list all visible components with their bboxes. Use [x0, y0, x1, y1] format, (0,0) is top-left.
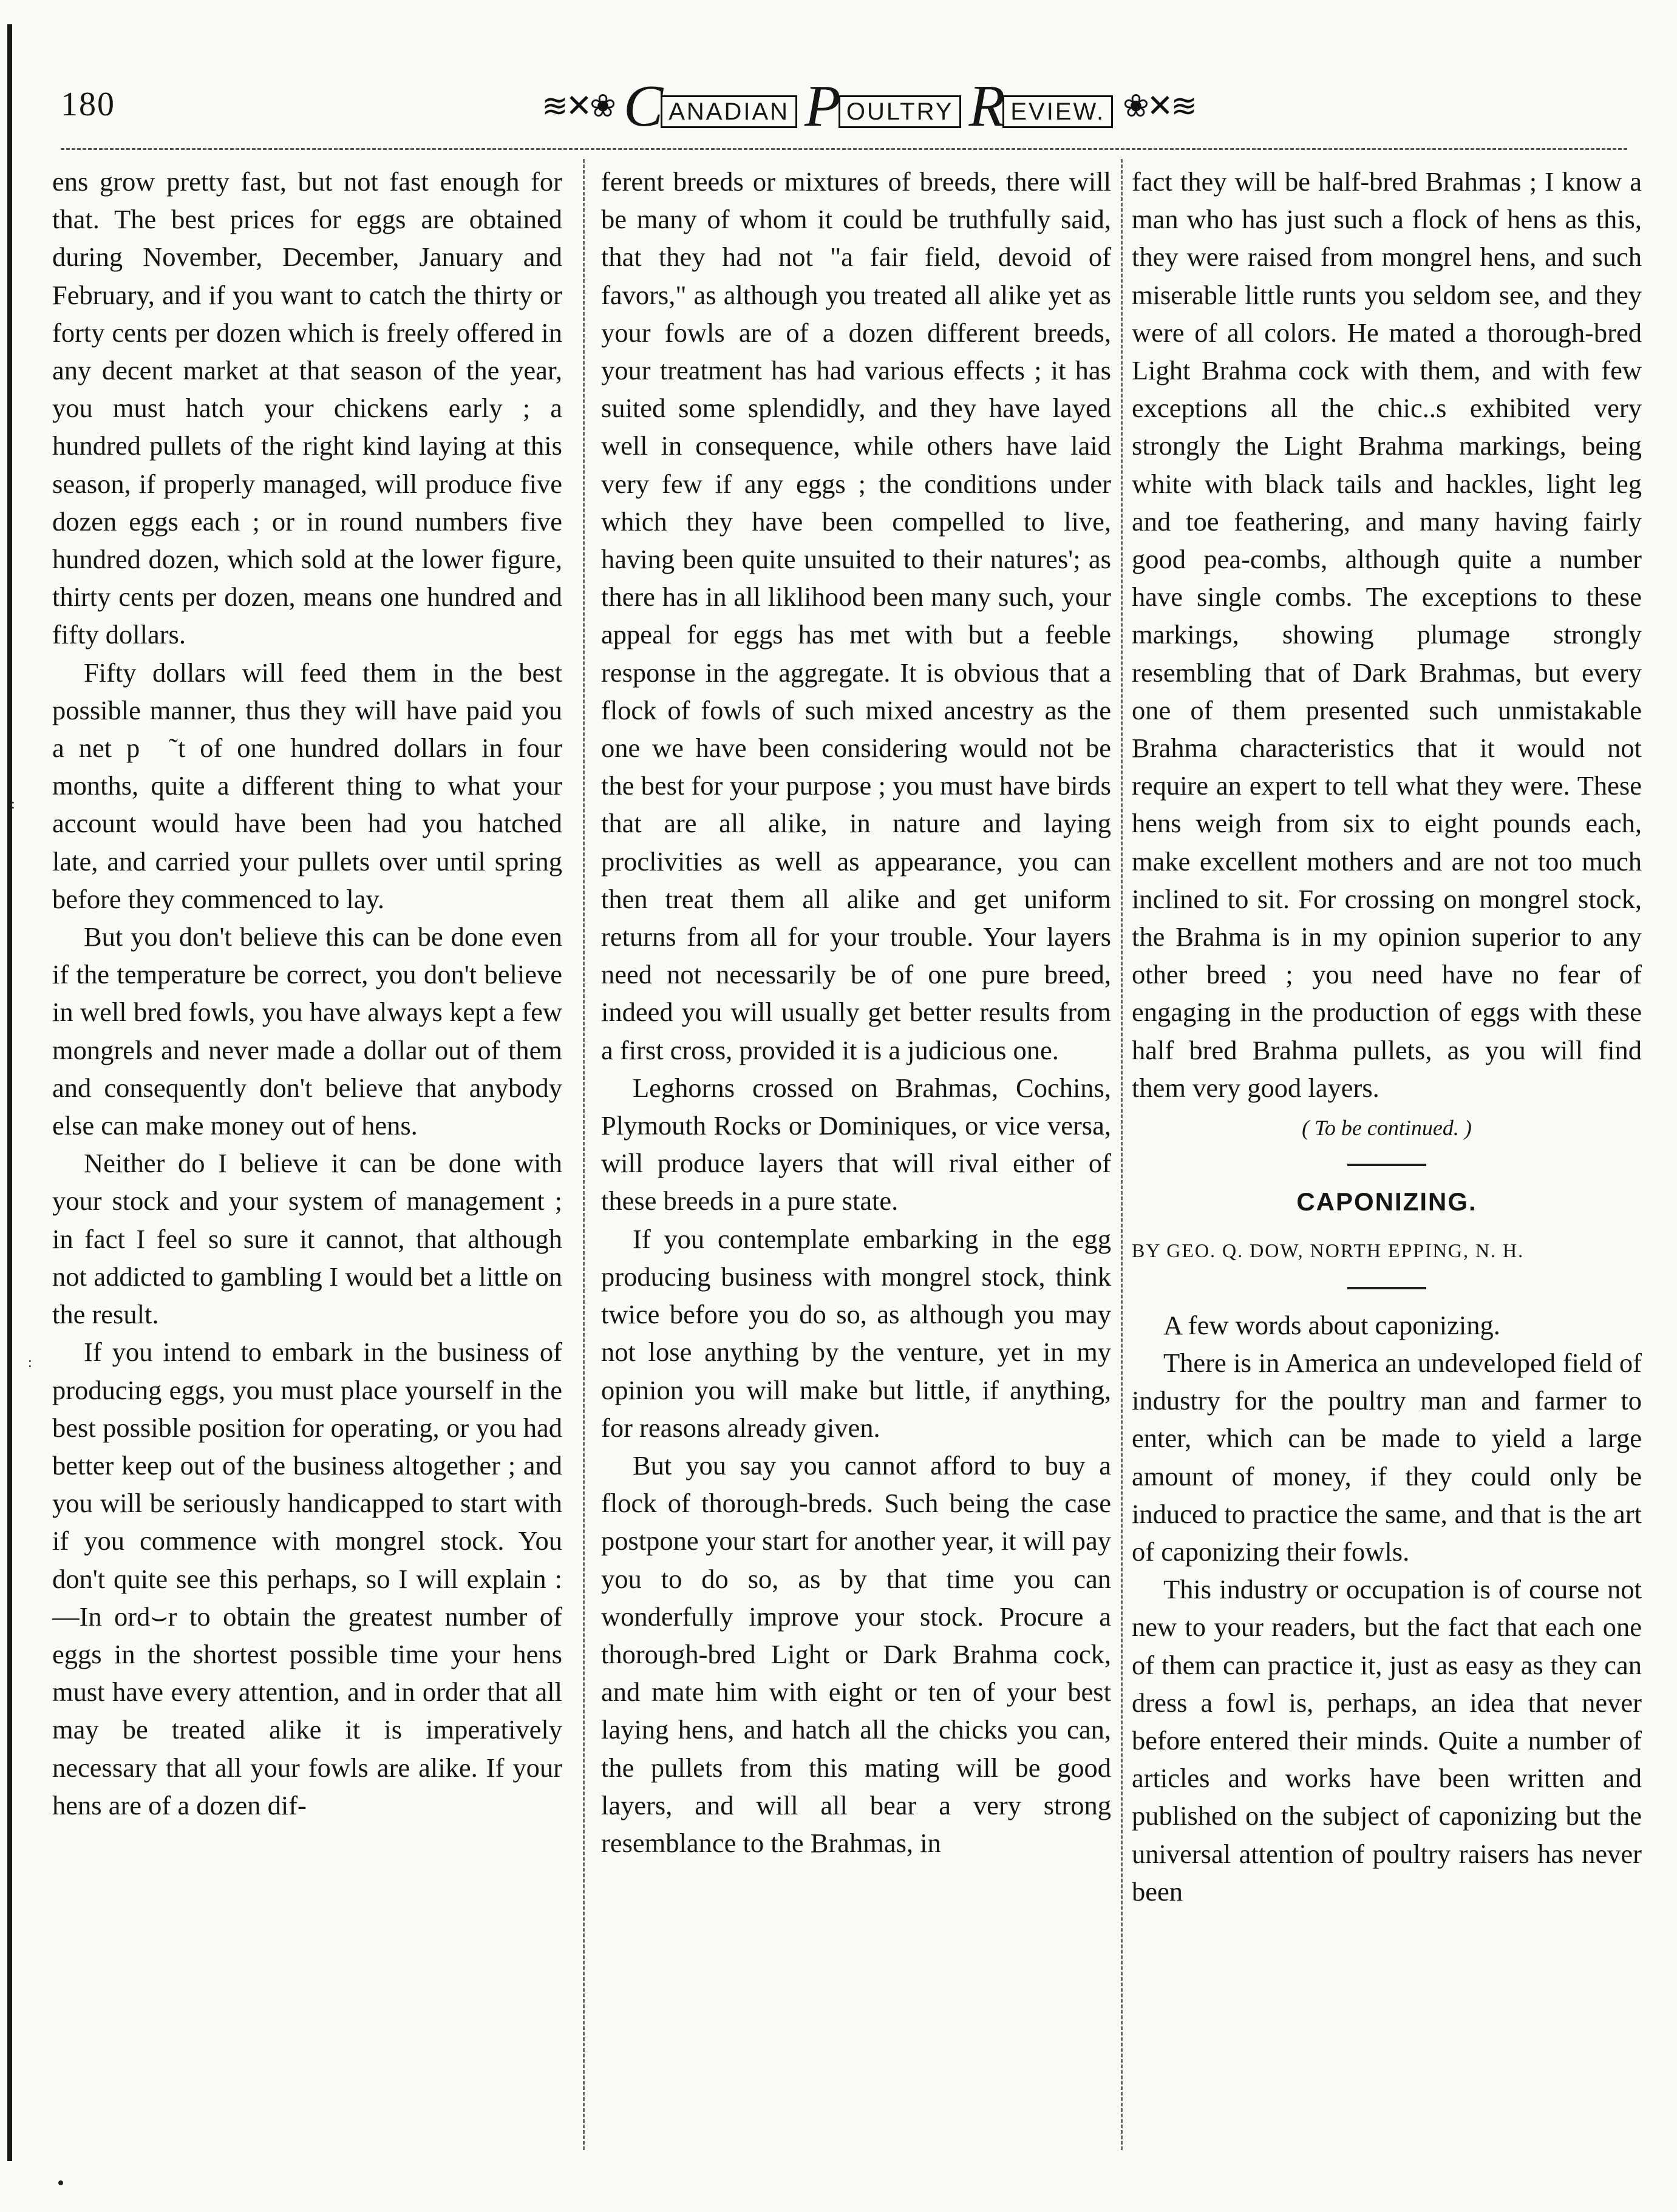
- continued-note: ( To be continued. ): [1302, 1116, 1472, 1141]
- article-byline: BY GEO. Q. DOW, NORTH EPPING, N. H.: [1132, 1240, 1525, 1262]
- paragraph: fact they will be half-bred Brahmas ; I know a man who has just such a flock of hens as this, they were raised from mongrel hens, and such miserable little runts you seldom see, and they were of all colors. He mated a thorough-bred Light Brahma cock with them, and with few exceptions all the chic..s exhibited very strongly the Light Brahma markings, being white with black tails and hackles, light leg and toe feathering, and many having fairly good pea-combs, although quite a number have single combs. The exceptions to these markings, showing plumage strongly resembling that of Dark Brahmas, but every one of them presented such unmistakable Brahma characteristics that it would not require an expert to tell what they were. These hens weigh from six to eight pounds each, make excellent mothers and are not too much inclined to sit. For crossing on mongrel stock, the Brahma is in my opinion superior to any other breed ; you need have no fear of engaging in the production of eggs with these half bred Brahma pullets, as you will find them very good layers.: [1132, 166, 1642, 1103]
- paragraph: If you intend to embark in the business of producing eggs, you must place yourself in the best possible position for operating, or you had better keep out of the business altogether ; and you will be seriously handicapped to start with if you commence with mongrel stock. You don't quite see this perhaps, so I will explain :—In ord⌣r to obtain the greatest number of eggs in the shortest possible time your hens must have every attention, and in order that all may be treated alike it is imperatively necessary that all your fowls are alike. If your hens are of a dozen dif-: [52, 1337, 562, 1820]
- section-divider: [1347, 1164, 1426, 1166]
- page-number: 180: [61, 86, 115, 123]
- margin-mark: :: [11, 796, 15, 812]
- column-divider: [583, 159, 585, 2150]
- masthead-rest: ANADIAN: [661, 95, 797, 128]
- print-speck: [58, 2180, 63, 2185]
- paragraph: Fifty dollars will feed them in the best possible manner, thus they will have paid you a net p ⁠ ˜t of one hundred dollars in four months, quite a different thing to what your account would have been had you hatched late, and carried your pullets over until spring before they commenced to lay.: [52, 657, 562, 914]
- masthead-initial: C: [623, 73, 664, 139]
- paragraph: This industry or occupation is of course not new to your readers, but the fact that each one of them can practice it, just as easy as they can dress a fowl is, perhaps, an idea that never before entered their minds. Quite a number of articles and works have been written and published on the subject of caponizing but the universal attention of poultry raisers has never been: [1132, 1574, 1642, 1907]
- section-divider: [1347, 1287, 1426, 1289]
- paragraph: There is in America an undeveloped field of industry for the poultry man and farmer to enter, which can be made to yield a large amount of money, if they could only be induced to practice the same, and that is the art of caponizing their fowls.: [1132, 1347, 1642, 1567]
- paragraph: ens grow pretty fast, but not fast enough for that. The best prices for eggs are obtained during November, December, January and February, and if you want to catch the thirty or forty cents per dozen which is freely offered in any decent market at that season of the year, you must hatch your chickens early ; a hundred pullets of the right kind laying at this season, if properly managed, will produce five dozen eggs each ; or in round numbers five hundred dozen, which sold at the lower figure, thirty cents per dozen, means one hundred and fifty dollars.: [52, 166, 562, 650]
- masthead: [542, 73, 1195, 140]
- masthead-initial: R: [968, 73, 1005, 139]
- masthead-rest: OULTRY: [838, 95, 962, 128]
- article-title: CAPONIZING.: [1296, 1187, 1477, 1216]
- text-column-1: [52, 163, 562, 1824]
- paragraph: But you say you cannot afford to buy a flock of thorough-breds. Such being the case postpone your start for another year, it will pay you to do so, as by that time you can wonderfully improve your stock. Procure a thorough-bred Light or Dark Brahma cock, and mate him with eight or ten of your best laying hens, and hatch all the chicks you can, the pullets from this mating will be good layers, and will all bear a very strong resemblance to the Brahmas, in: [601, 1450, 1111, 1858]
- paragraph: Leghorns crossed on Brahmas, Cochins, Plymouth Rocks or Dominiques, or vice versa, will produce layers that will rival either of these breeds in a pure state.: [601, 1072, 1111, 1216]
- text-column-2: [601, 163, 1111, 1862]
- masthead-rest: EVIEW.: [1002, 95, 1113, 128]
- paragraph: ferent breeds or mixtures of breeds, there will be many of whom it could be truthfully said, that they had not "a fair field, devoid of favors," as although you treated all alike yet as your fowls are of a dozen different breeds, your treatment has had various effects ; it has suited some splendidly, and they have layed well in consequence, while others have laid very few if any eggs ; the conditions under which they have been compelled to live, having been quite unsuited to their natures'; as there has in all liklihood been many such, your appeal for eggs has met with but a feeble response in the aggregate. It is obvious that a flock of fowls of such mixed ancestry as the one we have been considering would not be the best for your purpose ; you must have birds that are all alike, in nature and laying proclivities as well as appearance, you can then treat them all alike and get uniform returns from all for your trouble. Your layers need not necessarily be of one pure breed, indeed you will usually get better results from a first cross, provided it is a judicious one.: [601, 166, 1111, 1065]
- paragraph: A few words about caponizing.: [1163, 1309, 1500, 1340]
- text-column-3: [1132, 163, 1642, 1910]
- column-divider: [1121, 159, 1123, 2150]
- paragraph: Neither do I believe it can be done with your stock and your system of management ; in fact I feel so sure it cannot, that although not addicted to gambling I would bet a little on the result.: [52, 1148, 562, 1330]
- ornament-left-icon: ≋✕❀: [542, 89, 614, 124]
- masthead-initial: P: [804, 73, 841, 139]
- header-divider: [61, 148, 1627, 150]
- masthead-word-canadian: [623, 73, 797, 139]
- ornament-right-icon: ❀✕≋: [1123, 89, 1195, 124]
- binding-edge-rule: [7, 24, 12, 2161]
- masthead-word-poultry: [804, 73, 961, 139]
- paragraph: But you don't believe this can be done even if the temperature be correct, you don't believe in well bred fowls, you have always kept a few mongrels and never made a dollar out of them and consequently don't believe that anybody else can make money out of hens.: [52, 921, 562, 1141]
- masthead-word-review: [968, 73, 1113, 139]
- paragraph: If you contemplate embarking in the egg producing business with mongrel stock, think twice before you do so, as although you may not lose anything by the venture, yet in my opinion you will make but little, if anything, for reasons already given.: [601, 1223, 1111, 1443]
- margin-mark: :: [28, 1355, 32, 1371]
